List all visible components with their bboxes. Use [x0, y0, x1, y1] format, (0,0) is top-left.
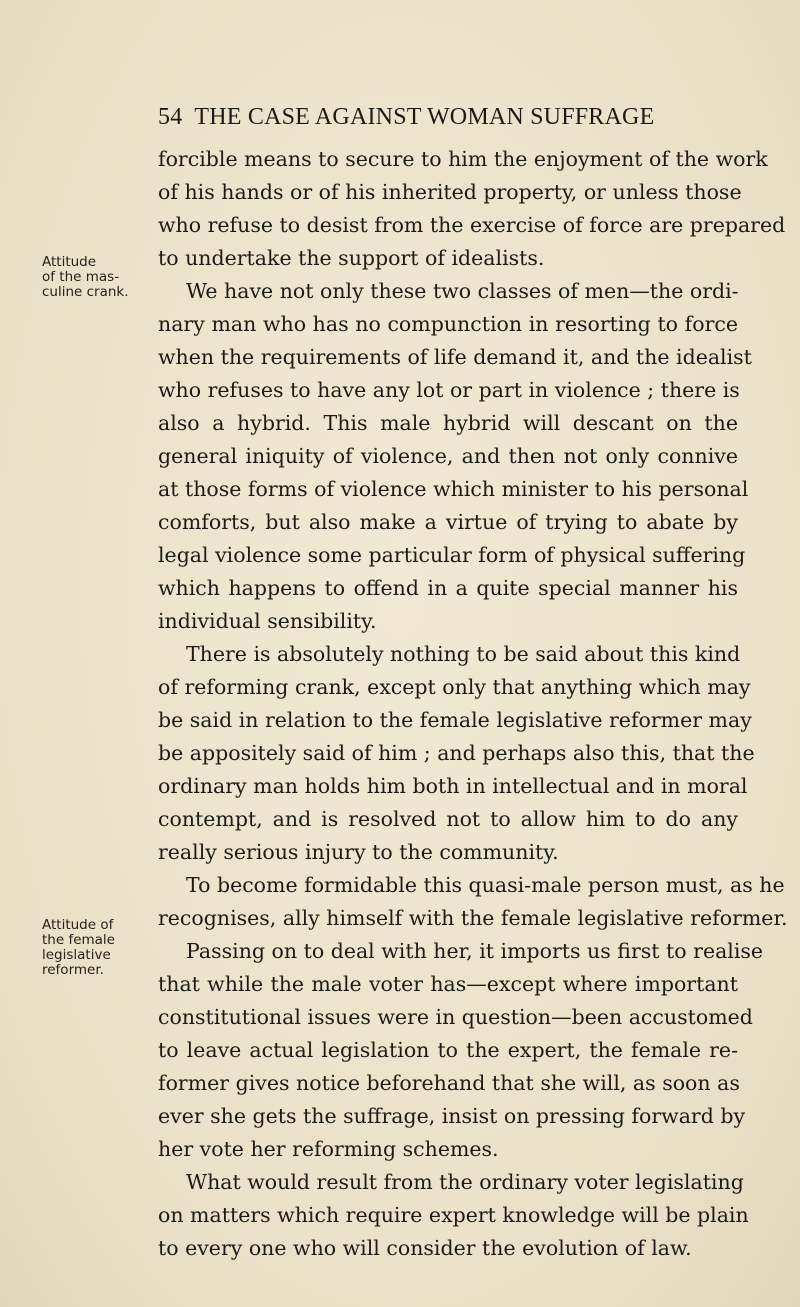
text-line: recognises, ally himself with the female legislative reformer. [158, 906, 788, 930]
text-line: who refuse to desist from the exercise of force are prepared [158, 213, 786, 237]
margin-note-line: of the mas- [42, 269, 120, 285]
text-line: ordinary man holds him both in intellectual and in moral [158, 774, 748, 798]
text-line: really serious injury to the community. [158, 840, 559, 864]
text-line: What would result from the ordinary voter legislating [186, 1170, 744, 1194]
text-line: when the requirements of life demand it, and the idealist [158, 345, 752, 369]
text-line: that while the male voter has—except where important [158, 972, 738, 996]
text-line: comforts, but also make a virtue of trying to abate by [158, 510, 738, 534]
text-line: her vote her reforming schemes. [158, 1137, 499, 1161]
text-line: on matters which require expert knowledge will be plain [158, 1203, 749, 1227]
text-line: contempt, and is resolved not to allow him to do any [158, 807, 738, 831]
text-line: legal violence some particular form of physical suffering [158, 543, 746, 567]
text-line: ever she gets the suffrage, insist on pressing forward by [158, 1104, 746, 1128]
text-line: Passing on to deal with her, it imports us first to realise [186, 939, 764, 963]
text-line: also a hybrid. This male hybrid will descant on the [158, 411, 738, 435]
text-line: constitutional issues were in question—been accustomed [158, 1005, 753, 1029]
text-line: to undertake the support of idealists. [158, 246, 545, 270]
text-line: former gives notice beforehand that she will, as soon as [158, 1071, 740, 1095]
margin-note-line: reformer. [42, 962, 104, 978]
text-line: which happens to offend in a quite special manner his [158, 576, 738, 600]
page-number: 54 [158, 104, 183, 130]
text-line: We have not only these two classes of men—the ordi- [186, 279, 739, 303]
running-title: THE CASE AGAINST WOMAN SUFFRAGE [194, 104, 655, 130]
margin-note-female-reformer [42, 918, 142, 978]
text-line: at those forms of violence which minister to his personal [158, 477, 749, 501]
text-line: to leave actual legislation to the expert, the female re- [158, 1038, 738, 1062]
text-line: nary man who has no compunction in resorting to force [158, 312, 738, 336]
text-line: of his hands or of his inherited property, or unless those [158, 180, 742, 204]
text-line: be said in relation to the female legislative reformer may [158, 708, 752, 732]
text-line: There is absolutely nothing to be said about this kind [186, 642, 741, 666]
text-line: be appositely said of him ; and perhaps also this, that the [158, 741, 755, 765]
margin-note-line: Attitude of [42, 917, 114, 933]
text-line: who refuses to have any lot or part in violence ; there is [158, 378, 740, 402]
text-line: general iniquity of violence, and then not only connive [158, 444, 738, 468]
margin-note-line: Attitude [42, 254, 97, 270]
text-line: of reforming crank, except only that anything which may [158, 675, 751, 699]
margin-note-line: culine crank. [42, 284, 129, 300]
margin-note-masculine-crank [42, 255, 142, 300]
margin-note-line: the female [42, 932, 115, 948]
text-line: forcible means to secure to him the enjoyment of the work [158, 147, 768, 171]
margin-note-line: legislative [42, 947, 111, 963]
text-line: to every one who will consider the evolution of law. [158, 1236, 692, 1260]
running-head [158, 104, 718, 131]
text-line: To become formidable this quasi-male person must, as he [186, 873, 785, 897]
text-line: individual sensibility. [158, 609, 377, 633]
